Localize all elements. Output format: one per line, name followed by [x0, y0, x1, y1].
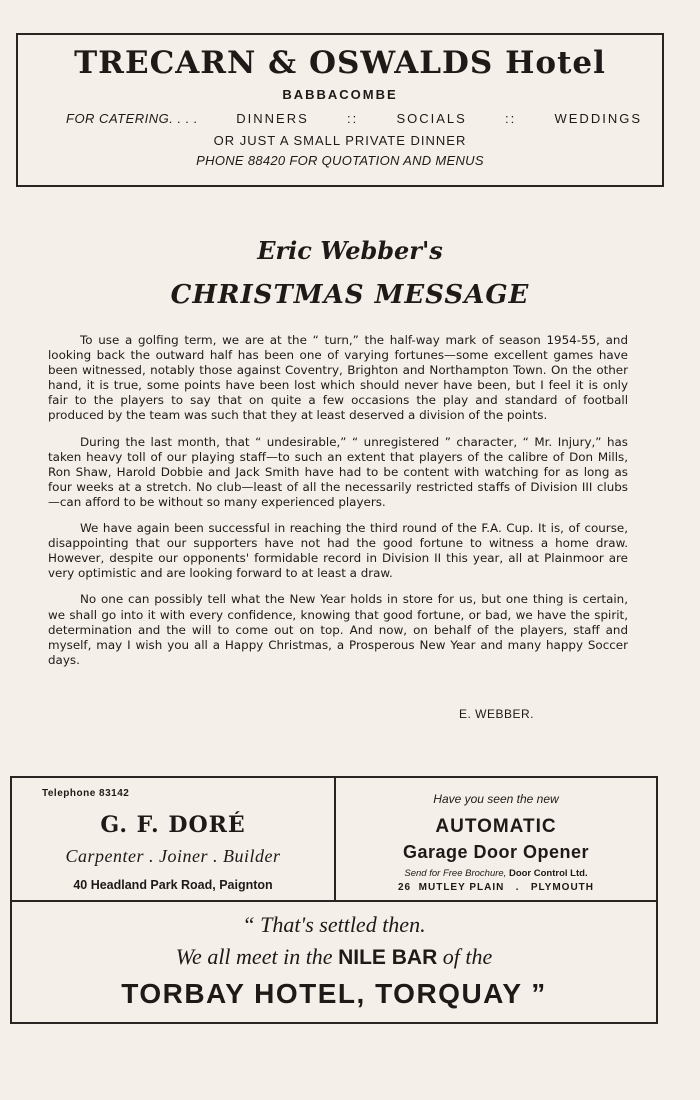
torbay-line-2a: We all meet in the: [175, 944, 333, 969]
dore-address: 40 Headland Park Road, Paignton: [73, 878, 273, 892]
garage-address: 26 MUTLEY PLAIN . PLYMOUTH: [397, 882, 595, 893]
service-sep-1: ::: [347, 111, 359, 126]
torbay-nile-bar: NILE BAR: [338, 946, 438, 969]
garage-brochure: Send for Free Brochure,: [404, 868, 507, 879]
service-socials: SOCIALS: [396, 111, 467, 126]
service-sep-2: ::: [505, 111, 517, 126]
garage-title-opener: Garage Door Opener: [402, 842, 590, 862]
dore-telephone: Telephone 83142: [42, 788, 130, 799]
dore-name: G. F. DORÉ: [100, 812, 246, 838]
hotel-phone: PHONE 88420 FOR QUOTATION AND MENUS: [196, 153, 484, 168]
article-paragraph: No one can possibly tell what the New Year holds in store for us, but one thing is certain, we shall go into it with every confidence, knowing that good fortune, or bad, we have the spirit, determination and the will to come out on top. And now, on behalf of the players, staff and myself, may I wish you all a Happy Christmas, a Prosperous New Year and many happy Soccer days.: [48, 592, 628, 667]
garage-company: Door Control Ltd.: [508, 868, 588, 879]
message-title-heading: CHRISTMAS MESSAGE: [170, 280, 530, 310]
article-paragraph: During the last month, that “ undesirable,” “ unregistered ” character, “ Mr. Injury,” has taken heavy toll of our playing staff—to such an extent that players of the calibre of Don Mills, Ron Shaw, Harold Dobbie and Jack Smith have had to be content with watching for as long as four weeks at a stretch. No club—least of all the necessarily restricted staffs of Division III clubs—can afford to be without so many experienced players.: [48, 434, 628, 509]
torbay-line-1: “ That's settled then.: [242, 912, 426, 937]
catering-services: [66, 111, 642, 126]
torbay-line-2: [12, 944, 656, 970]
hotel-advertisement: [16, 33, 664, 187]
article-paragraph: To use a golfing term, we are at the “ turn,” the half-way mark of season 1954-55, and looking back the outward half has been one of varying fortunes—some excellent games have been witnessed, notably those against Coventry, Brighton and Northampton Town. On the other hand, it is true, some points have been lost which should never have been, but I feel it is only fair to the players to say that on quite a few occasions the play and standard of football produced by the team was such that they at least deserved a division of the points.: [48, 333, 628, 423]
garage-intro: Have you seen the new: [433, 792, 559, 806]
catering-label: FOR CATERING. . . .: [66, 111, 199, 126]
message-author-heading: Eric Webber's: [257, 236, 443, 265]
signature: E. WEBBER.: [459, 707, 535, 721]
horizontal-divider: [12, 900, 656, 902]
dore-trades: Carpenter . Joiner . Builder: [65, 846, 281, 866]
torbay-line-2c: of the: [442, 944, 493, 969]
torbay-hotel-name: TORBAY HOTEL, TORQUAY ”: [121, 978, 547, 1009]
bottom-advertisements: [10, 776, 658, 1024]
service-dinners: DINNERS: [236, 111, 309, 126]
article-paragraph: We have again been successful in reaching the third round of the F.A. Cup. It is, of course, disappointing that our supporters have not had the good fortune to witness a home draw. However, despite our opponents' formidable record in Division II this year, all at Plainmoor are very optimistic and are looking forward to at least a draw.: [48, 521, 628, 581]
christmas-message-body: [48, 333, 628, 679]
garage-brochure-line: [336, 868, 656, 879]
hotel-private-dinner: OR JUST A SMALL PRIVATE DINNER: [213, 133, 467, 148]
hotel-location: BABBACOMBE: [282, 87, 398, 102]
service-weddings: WEDDINGS: [554, 111, 642, 126]
garage-title-automatic: AUTOMATIC: [435, 816, 557, 837]
hotel-name: TRECARN & OSWALDS Hotel: [74, 45, 606, 81]
